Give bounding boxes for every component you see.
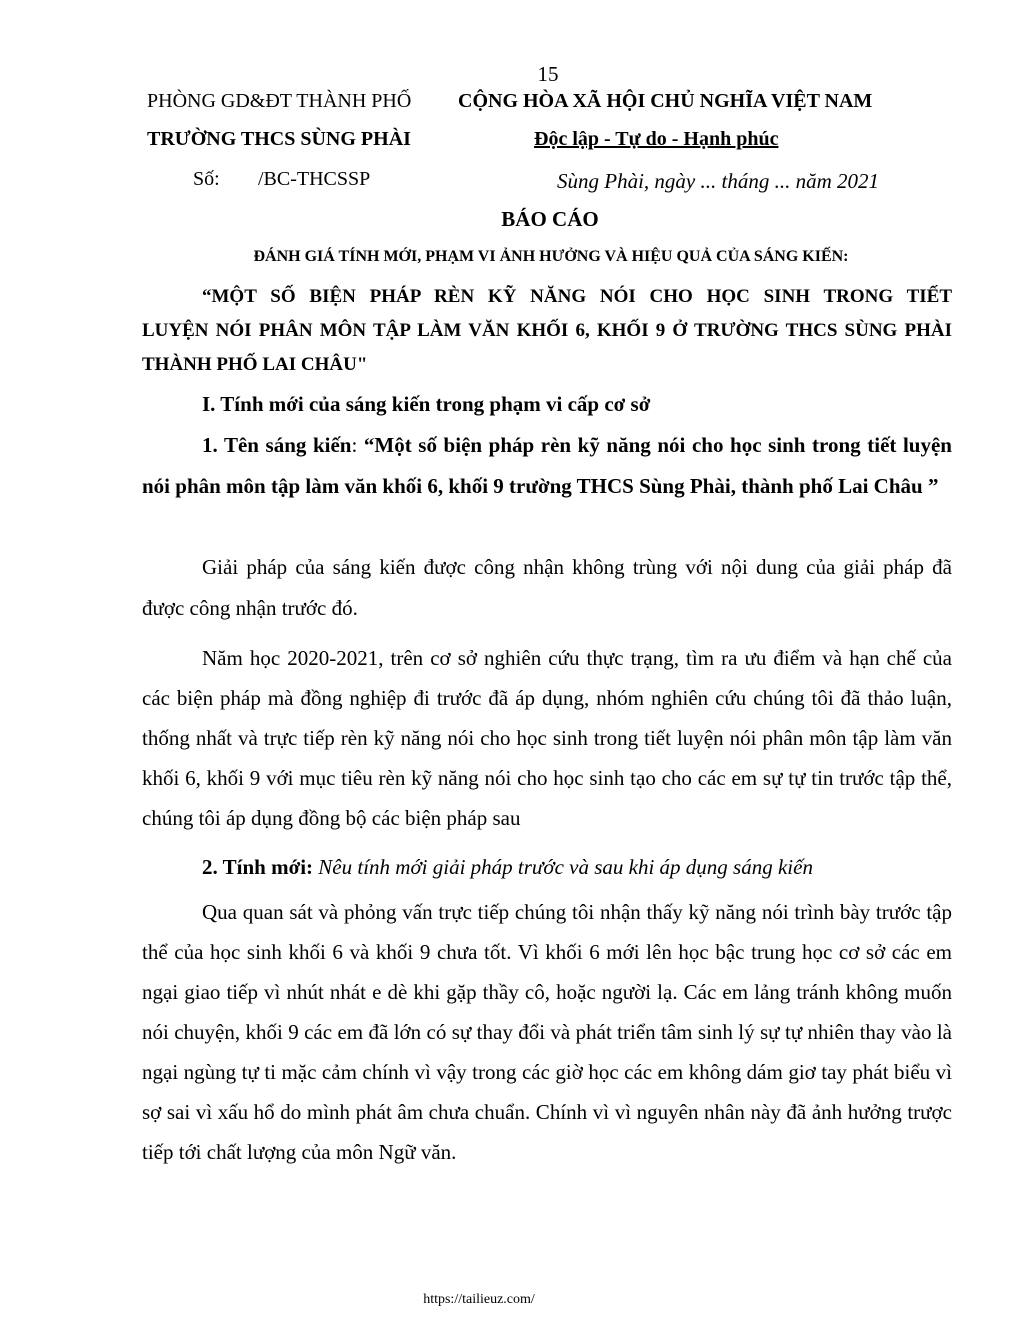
item1-colon: : (351, 433, 364, 457)
item1-label: 1. Tên sáng kiến (202, 433, 352, 457)
doc-number-code: /BC-THCSSP (258, 168, 371, 190)
paragraph-3: Qua quan sát và phỏng vấn trực tiếp chúng tôi nhận thấy kỹ năng nói trình bày trước tập thể của học sinh khối 6 và khối 9 chưa tốt. Vì khối 6 mới lên học bậc trung học cơ sở các em ngại giao tiếp vì nhút nhát e dè khi gặp thầy cô, hoặc người lạ. Các em lảng tránh không muốn nói chuyện, khối 9 các em đã lớn có sự thay đổi và phát triển tâm sinh lý sự tự nhiên thay vào là ngại ngùng tự ti mặc cảm chính vì vậy trong các giờ học các em không dám giơ tay phát biểu vì sợ sai vì xấu hổ do mình phát âm chưa chuẩn. Chính vì vì nguyên nhân này đã ảnh hưởng trược tiếp tới chất lượng của môn Ngữ văn. (142, 900, 952, 1164)
item2-text: Nêu tính mới giải pháp trước và sau khi áp dụng sáng kiến (318, 855, 813, 879)
country-name: CỘNG HÒA XÃ HỘI CHỦ NGHĨA VIỆT NAM (458, 90, 873, 112)
initiative-title-line1: “MỘT SỐ BIỆN PHÁP RÈN KỸ NĂNG NÓI CHO HỌC SINH TRONG TIẾT (202, 286, 952, 307)
initiative-title-rest: LUYỆN NÓI PHÂN MÔN TẬP LÀM VĂN KHỐI 6, KHỐI 9 Ở TRƯỜNG THCS SÙNG PHÀI THÀNH PHỐ LAI CHÂU" (142, 320, 952, 375)
report-title: BÁO CÁO (501, 207, 599, 231)
page-number: 15 (537, 62, 559, 86)
footer-url: https://tailieuz.com/ (423, 1292, 535, 1307)
department-name: PHÒNG GD&ĐT THÀNH PHỐ (147, 90, 412, 112)
report-subtitle: ĐÁNH GIÁ TÍNH MỚI, PHẠM VI ẢNH HƯỞNG VÀ HIỆU QUẢ CỦA SÁNG KIẾN: (253, 248, 849, 265)
initiative-title (142, 280, 952, 382)
section1-heading: I. Tính mới của sáng kiến trong phạm vi cấp cơ sở (202, 392, 651, 416)
item2-label: 2. Tính mới: (202, 855, 314, 879)
paragraph-1: Giải pháp của sáng kiến được công nhận không trùng với nội dung của giải pháp đã được công nhận trước đó. (142, 555, 952, 620)
item1-initiative-name (142, 425, 952, 506)
national-motto: Độc lập - Tự do - Hạnh phúc (534, 128, 779, 150)
paragraph-2: Năm học 2020-2021, trên cơ sở nghiên cứu thực trạng, tìm ra ưu điểm và hạn chế của các biện pháp mà đồng nghiệp đi trước đã áp dụng, nhóm nghiên cứu chúng tôi đã thảo luận, thống nhất và trực tiếp rèn kỹ năng nói cho học sinh trong tiết luyện nói phân môn tập làm văn khối 6, khối 9 với mục tiêu rèn kỹ năng nói cho học sinh tạo cho các em sự tự tin trước tập thể, chúng tôi áp dụng đồng bộ các biện pháp sau (142, 646, 952, 830)
item2-novelty (202, 855, 1012, 880)
item1-text: “Một số biện pháp rèn kỹ năng nói cho học sinh trong tiết luyện nói phân môn tập làm văn khối 6, khối 9 trường THCS Sùng Phài, thành phố Lai Châu ” (142, 433, 952, 498)
doc-number-label: Số: (193, 168, 220, 190)
date-line: Sùng Phài, ngày ... tháng ... năm 2021 (557, 169, 879, 193)
school-name: TRƯỜNG THCS SÙNG PHÀI (147, 128, 411, 150)
